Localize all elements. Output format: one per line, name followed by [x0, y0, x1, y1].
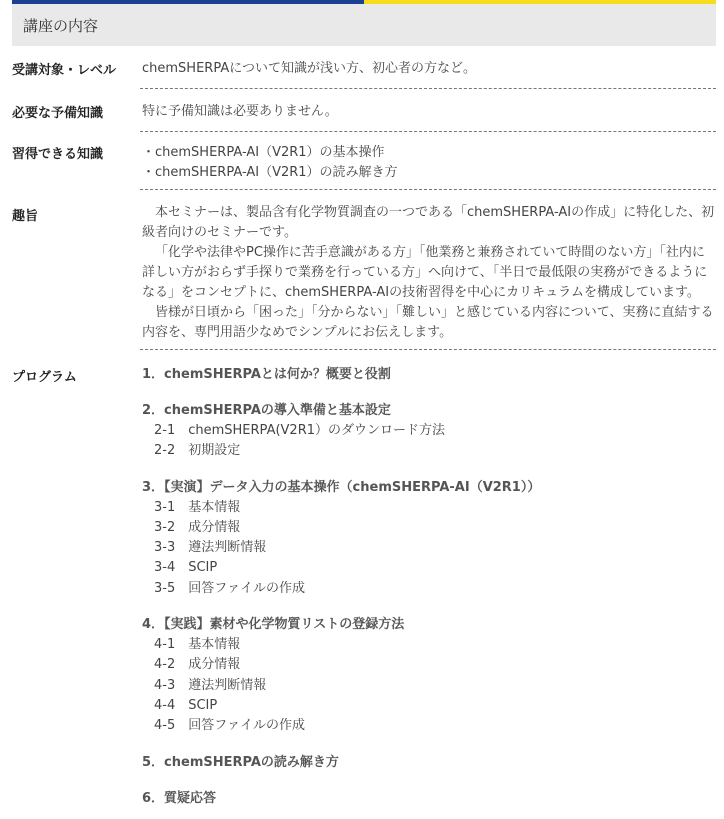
program-heading: 4．【実践】素材や化学物質リストの登録方法 [142, 617, 405, 633]
row-label-program: プログラム [12, 370, 77, 385]
program-section [142, 478, 716, 599]
row-label-prerequisite: 必要な予備知識 [12, 106, 104, 121]
purpose-paragraph: 本セミナーは、製品含有化学物質調査の一つである「chemSHERPA-AIの作成」に特化した、初級者向けのセミナーです。 [142, 205, 715, 240]
purpose-paragraph: 皆様が日頃から「困った」「分からない」「難しい」と感じている内容について、実務に直結する内容を、専門用語少なめでシンプルにお伝えします。 [142, 305, 714, 340]
purpose-paragraph: 「化学や法律やPC操作に苦手意識がある方」「他業務と兼務されていて時間のない方」「社内に詳しい方がおらず手探りで業務を行っている方」へ向けて、「半日で最低限の実務ができるようになる」をコンセプトに、chemSHERPA-AIの技術習得を中心にカリキュラムを構成しています。 [142, 245, 708, 300]
accent-bar-yellow [364, 0, 716, 4]
program-item: 2-1 chemSHERPA(V2R1）のダウンロード方法 [154, 423, 445, 438]
program-section [142, 401, 716, 462]
row-skills [12, 142, 716, 190]
row-value-target: chemSHERPAについて知識が浅い方、初心者の方など。 [140, 56, 716, 89]
program-item: 3-3 遵法判断情報 [154, 540, 267, 556]
row-value-prerequisite: 特に予備知識は必要ありません。 [140, 99, 716, 132]
program-item: 4-2 成分情報 [154, 657, 241, 673]
program-heading: 2．chemSHERPAの導入準備と基本設定 [142, 403, 391, 418]
section-title: 講座の内容 [12, 4, 716, 46]
program-heading: 3．【実演】データ入力の基本操作（chemSHERPA-AI（V2R1）） [142, 479, 541, 495]
row-value-skills [140, 142, 716, 190]
program-section [142, 753, 716, 773]
skill-item: ・chemSHERPA-AI（V2R1）の読み解き方 [142, 165, 398, 180]
program-heading: 6．質疑応答 [142, 790, 217, 806]
program-item: 4-4 SCIP [154, 697, 218, 713]
row-value-purpose [140, 202, 716, 350]
program-item: 3-5 回答ファイルの作成 [154, 580, 305, 596]
program-item: 2-2 初期設定 [154, 443, 241, 459]
program-item: 3-2 成分情報 [154, 519, 241, 535]
program-heading: 1．chemSHERPAとは何か？概要と役割 [142, 367, 391, 382]
program-item: 3-4 SCIP [154, 560, 218, 576]
program-item: 4-3 遵法判断情報 [154, 677, 267, 693]
row-label-purpose: 趣旨 [12, 209, 39, 224]
accent-bar [12, 0, 716, 4]
program-item: 4-5 回答ファイルの作成 [154, 718, 305, 734]
accent-bar-blue [12, 0, 364, 4]
row-prerequisite [12, 99, 716, 132]
program-item: 4-1 基本情報 [154, 637, 241, 653]
program-section [142, 789, 716, 809]
program-item: 3-1 基本情報 [154, 499, 241, 515]
row-purpose [12, 202, 716, 350]
row-label-skills: 習得できる知識 [12, 147, 104, 162]
row-program [12, 364, 716, 809]
row-label-target: 受講対象・レベル [12, 63, 117, 78]
program-list [140, 364, 716, 809]
skill-item: ・chemSHERPA-AI（V2R1）の基本操作 [142, 145, 385, 160]
program-heading: 5．chemSHERPAの読み解き方 [142, 754, 339, 770]
program-section [142, 365, 716, 385]
program-section [142, 615, 716, 736]
row-target [12, 56, 716, 89]
info-table [12, 56, 716, 809]
